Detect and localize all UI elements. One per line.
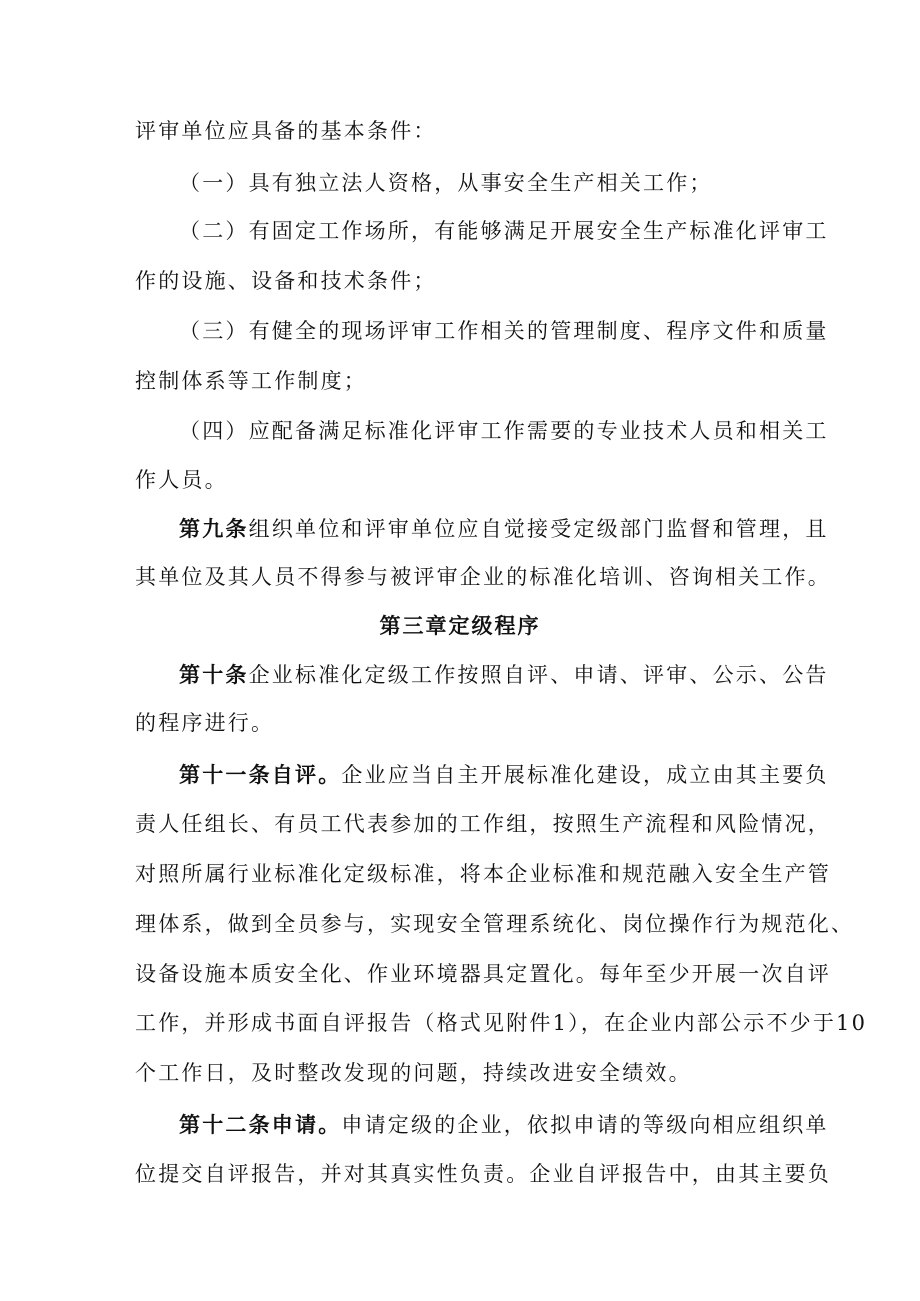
paragraph-line: 设备设施本质安全化、作业环境器具定置化。每年至少开展一次自评 <box>135 962 831 986</box>
article-10-label: 第十条 <box>179 662 249 687</box>
paragraph-line: 位提交自评报告，并对其真实性负责。企业自评报告中，由其主要负 <box>135 1162 831 1186</box>
paragraph-line: 其单位及其人员不得参与被评审企业的标准化培训、咨询相关工作。 <box>135 565 831 589</box>
paragraph-line: 个工作日，及时整改发现的问题，持续改进安全绩效。 <box>135 1061 692 1085</box>
paragraph-line: 责人任组长、有员工代表参加的工作组，按照生产流程和风险情况， <box>135 812 831 836</box>
article-12-label: 第十二条申请。 <box>179 1112 342 1137</box>
article-10-first-line <box>179 660 829 690</box>
paragraph-line: 理体系，做到全员参与，实现安全管理系统化、岗位操作行为规范化、 <box>135 912 855 936</box>
paragraph-line: （二）有固定工作场所，有能够满足开展安全生产标准化评审工 <box>179 219 829 243</box>
article-12-first-line <box>179 1110 829 1140</box>
article-11-label: 第十一条自评。 <box>179 762 342 787</box>
paragraph-line: 工作，并形成书面自评报告（格式见附件1），在企业内部公示不少于10 <box>135 1011 868 1035</box>
article-11-text: 企业应当自主开展标准化建设，成立由其主要负 <box>341 763 829 787</box>
paragraph-line: （三）有健全的现场评审工作相关的管理制度、程序文件和质量 <box>179 319 829 343</box>
paragraph-line: 控制体系等工作制度； <box>135 369 367 393</box>
paragraph-line: （一）具有独立法人资格，从事安全生产相关工作； <box>179 171 713 195</box>
article-12-text: 申请定级的企业，依拟申请的等级向相应组织单 <box>341 1113 829 1137</box>
paragraph-line: 的程序进行。 <box>135 711 275 735</box>
paragraph-line: 作的设施、设备和技术条件； <box>135 269 437 293</box>
article-9-text: 组织单位和评审单位应自觉接受定级部门监督和管理，且 <box>248 517 829 541</box>
paragraph-line: 评审单位应具备的基本条件： <box>135 119 437 143</box>
paragraph-line: 作人员。 <box>135 468 228 492</box>
article-10-text: 企业标准化定级工作按照自评、申请、评审、公示、公告 <box>248 663 829 687</box>
article-9-first-line <box>179 514 829 544</box>
article-11-first-line <box>179 760 829 790</box>
chapter-heading: 第三章定级程序 <box>379 613 541 638</box>
article-9-label: 第九条 <box>179 516 249 541</box>
paragraph-line: 对照所属行业标准化定级标准，将本企业标准和规范融入安全生产管 <box>135 862 831 886</box>
paragraph-line: （四）应配备满足标准化评审工作需要的专业技术人员和相关工 <box>179 419 829 443</box>
